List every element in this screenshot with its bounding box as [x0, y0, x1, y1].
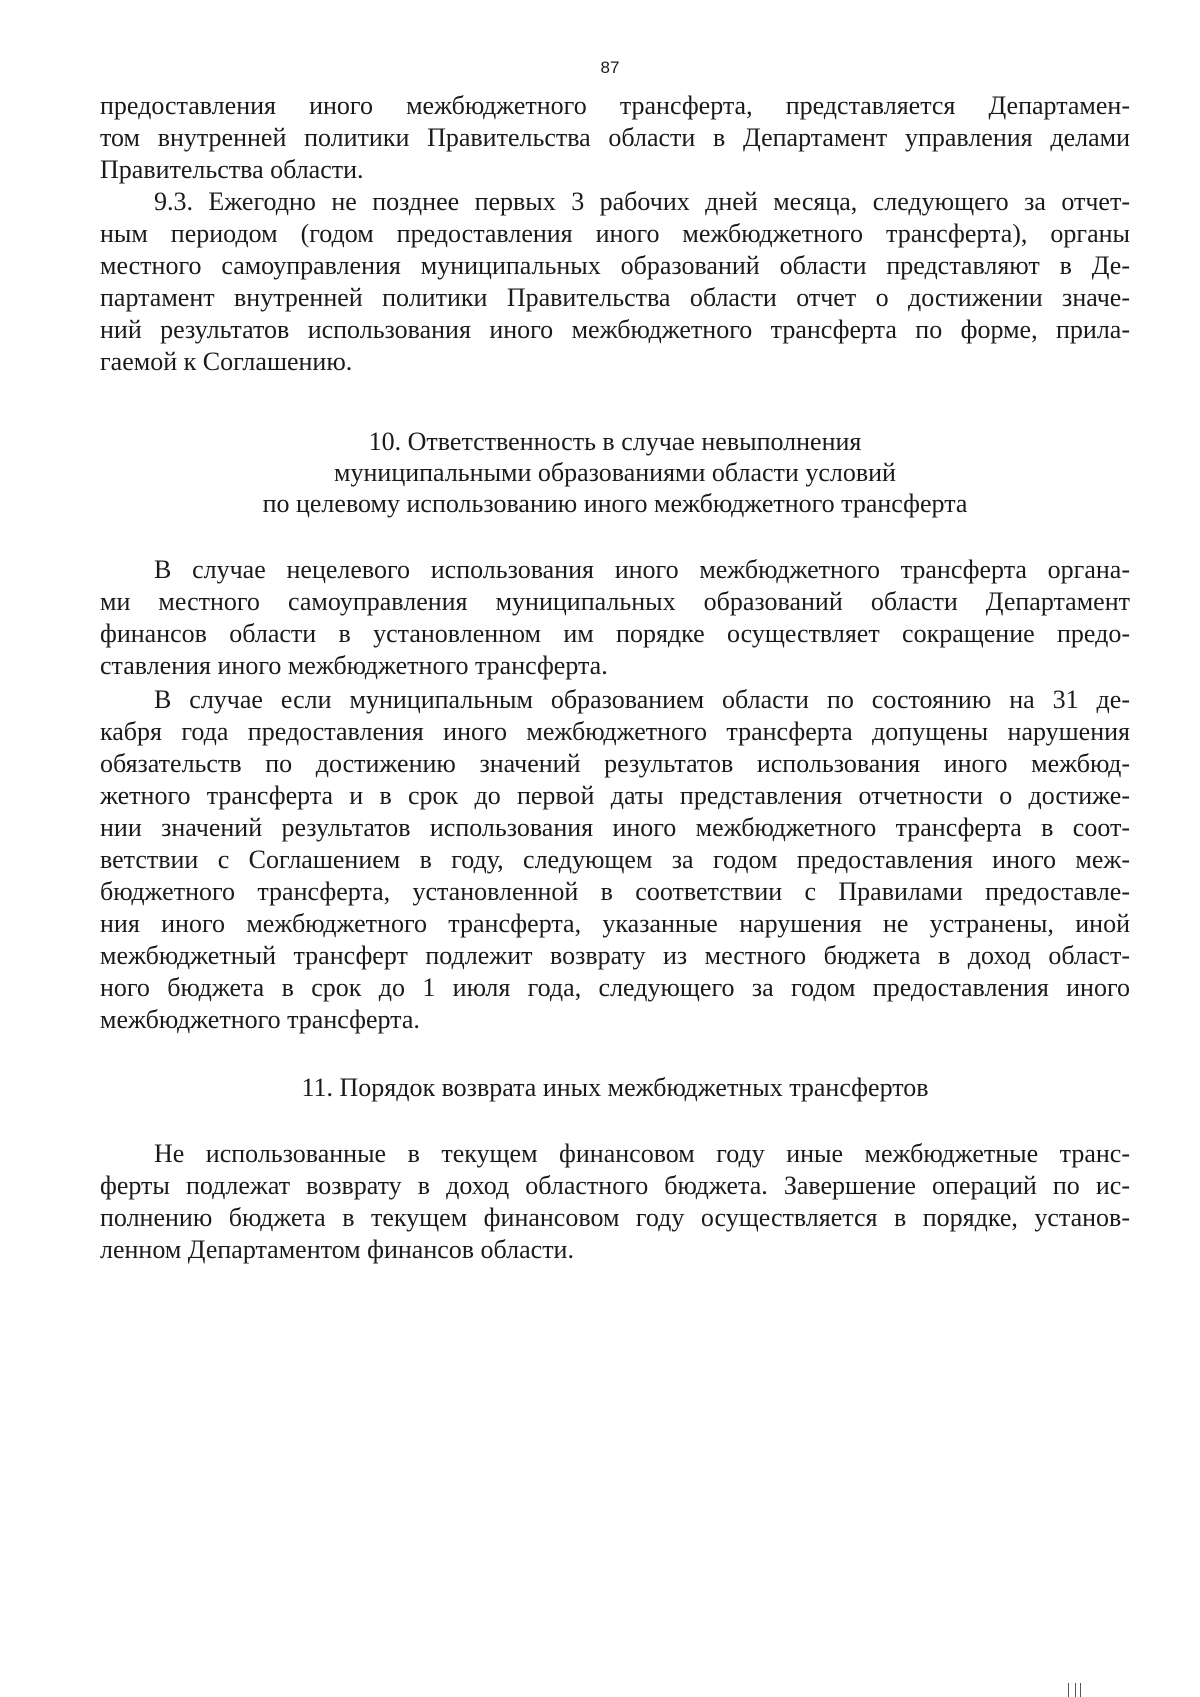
heading-line: по целевому использованию иного межбюджетного трансферта [262, 489, 968, 518]
text-line: ленном Департаментом финансов области. [100, 1235, 574, 1264]
text-line: ми местного самоуправления муниципальных образований области Департамент [100, 587, 1130, 616]
text-line: жетного трансферта и в срок до первой даты представления отчетности о достиже- [100, 781, 1130, 810]
text-line: ным периодом (годом предоставления иного межбюджетного трансферта), органы [100, 219, 1130, 248]
text-line: межбюджетного трансферта. [100, 1005, 420, 1034]
text-line: В случае нецелевого использования иного межбюджетного трансферта органа- [154, 555, 1130, 584]
text-line: полнению бюджета в текущем финансовом году осуществляется в порядке, установ- [100, 1203, 1130, 1232]
text-line: бюджетного трансферта, установленной в соответствии с Правилами предоставле- [100, 877, 1130, 906]
text-line: предоставления иного межбюджетного трансферта, представляется Департамен- [100, 91, 1130, 120]
heading-line: муниципальными образованиями области условий [334, 458, 896, 487]
heading-line: 10. Ответственность в случае невыполнения [368, 427, 862, 456]
text-line: гаемой к Соглашению. [100, 347, 353, 376]
text-line: Правительства области. [100, 155, 364, 184]
paragraph-9-3 [100, 186, 1130, 378]
section-10-paragraph-2 [100, 684, 1130, 1036]
text-line: 9.3. Ежегодно не позднее первых 3 рабочих дней месяца, следующего за отчет- [154, 187, 1130, 216]
text-line: Не использованные в текущем финансовом году иные межбюджетные транс- [154, 1139, 1130, 1168]
text-line: В случае если муниципальным образованием области по состоянию на 31 де- [154, 685, 1130, 714]
scan-artifact [1068, 1683, 1082, 1697]
section-11-heading [100, 1072, 1130, 1103]
text-line: финансов области в установленном им порядке осуществляет сокращение предо- [100, 619, 1130, 648]
text-line: ний результатов использования иного межбюджетного трансферта по форме, прила- [100, 315, 1130, 344]
section-11-paragraph-1 [100, 1138, 1130, 1266]
heading-line: 11. Порядок возврата иных межбюджетных трансфертов [301, 1073, 929, 1102]
intro-paragraph [100, 90, 1130, 186]
text-line: межбюджетный трансферт подлежит возврату из местного бюджета в доход област- [100, 941, 1130, 970]
text-line: обязательств по достижению значений результатов использования иного межбюд- [100, 749, 1130, 778]
text-line: кабря года предоставления иного межбюджетного трансферта допущены нарушения [100, 717, 1130, 746]
text-line: партамент внутренней политики Правительства области отчет о достижении значе- [100, 283, 1130, 312]
section-10-heading [100, 426, 1130, 519]
page-number: 87 [600, 58, 620, 77]
text-line: ветствии с Соглашением в году, следующем за годом предоставления иного меж- [100, 845, 1130, 874]
text-line: ного бюджета в срок до 1 июля года, следующего за годом предоставления иного [100, 973, 1130, 1002]
section-10-paragraph-1 [100, 554, 1130, 682]
text-line: том внутренней политики Правительства области в Департамент управления делами [100, 123, 1130, 152]
text-line: местного самоуправления муниципальных образований области представляют в Де- [100, 251, 1130, 280]
text-line: ния иного межбюджетного трансферта, указанные нарушения не устранены, иной [100, 909, 1130, 938]
text-line: нии значений результатов использования иного межбюджетного трансферта в соот- [100, 813, 1130, 842]
text-line: ставления иного межбюджетного трансферта. [100, 651, 608, 680]
text-line: ферты подлежат возврату в доход областного бюджета. Завершение операций по ис- [100, 1171, 1130, 1200]
